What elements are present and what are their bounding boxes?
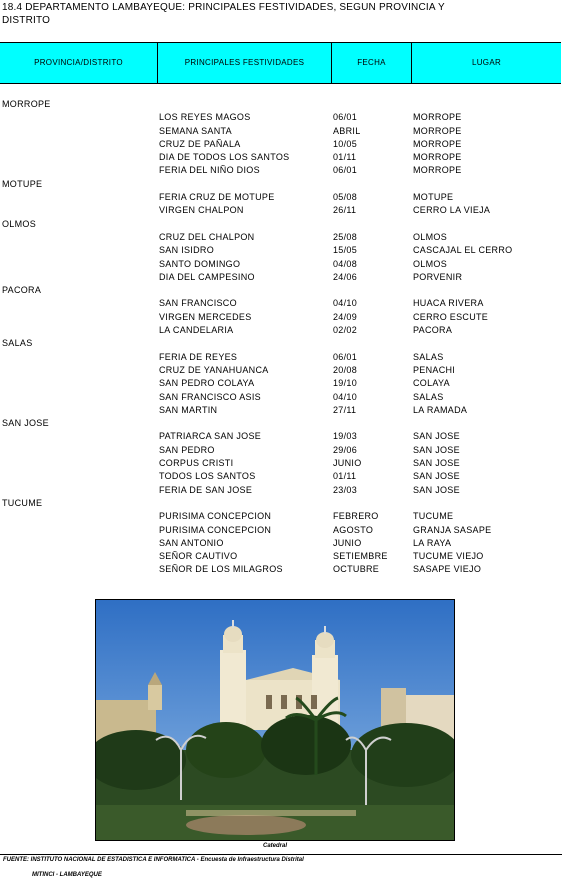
province-name: TUCUME	[2, 497, 43, 508]
festivity-date: 23/03	[333, 484, 358, 495]
festivity-place: SALAS	[413, 351, 444, 362]
festivity-name: SAN PEDRO COLAYA	[159, 378, 255, 389]
table-row	[0, 324, 562, 337]
festivity-place: CERRO ESCUTE	[413, 311, 489, 322]
province-row	[0, 284, 562, 297]
festivity-place: CASCAJAL EL CERRO	[413, 245, 513, 256]
festivity-date: 19/03	[333, 431, 358, 442]
footer-divider	[0, 854, 562, 855]
festivity-date: SETIEMBRE	[333, 551, 388, 562]
festivity-date: 20/08	[333, 364, 358, 375]
table-row	[0, 138, 562, 151]
festivity-date: 19/10	[333, 378, 358, 389]
festivity-place: PORVENIR	[413, 271, 463, 282]
province-name: SALAS	[2, 338, 33, 349]
table-row	[0, 111, 562, 124]
festivity-place: OLMOS	[413, 231, 448, 242]
festivity-name: PATRIARCA SAN JOSE	[159, 431, 262, 442]
festivity-name: PURISIMA CONCEPCION	[159, 511, 272, 522]
festivity-place: MORROPE	[413, 138, 462, 149]
festivity-date: 01/11	[333, 152, 357, 163]
festivity-name: CRUZ DE PAÑALA	[159, 138, 241, 149]
festivity-place: MORROPE	[413, 152, 462, 163]
festivity-name: CRUZ DEL CHALPON	[159, 231, 255, 242]
festivity-place: GRANJA SASAPE	[413, 524, 492, 535]
table-row	[0, 430, 562, 443]
festivity-date: 25/08	[333, 231, 358, 242]
festivity-name: FERIA CRUZ DE MOTUPE	[159, 192, 275, 203]
province-name: SAN JOSE	[2, 418, 49, 429]
header-fecha: FECHA	[331, 43, 411, 83]
header-lugar: LUGAR	[411, 43, 561, 83]
festivity-place: SAN JOSE	[413, 471, 460, 482]
festivity-place: HUACA RIVERA	[413, 298, 484, 309]
table-row	[0, 524, 562, 537]
festivity-name: FERIA DEL NIÑO DIOS	[159, 165, 260, 176]
festivity-place: CERRO LA VIEJA	[413, 205, 491, 216]
festivity-name: TODOS LOS SANTOS	[159, 471, 256, 482]
province-name: OLMOS	[2, 218, 37, 229]
festivity-date: 01/11	[333, 471, 357, 482]
festivity-date: 02/02	[333, 325, 358, 336]
festivity-date: 24/09	[333, 311, 358, 322]
header-provincia: PROVINCIA/DISTRITO	[34, 58, 123, 67]
table-row	[0, 151, 562, 164]
festivity-date: 27/11	[333, 404, 357, 415]
festivity-name: SEMANA SANTA	[159, 125, 232, 136]
province-row	[0, 497, 562, 510]
table-row	[0, 550, 562, 563]
table-header	[0, 42, 561, 84]
festivity-place: PENACHI	[413, 364, 456, 375]
festivity-name: CRUZ DE YANAHUANCA	[159, 364, 269, 375]
festivity-place: MORROPE	[413, 125, 462, 136]
table-row	[0, 125, 562, 138]
festivity-date: 05/08	[333, 192, 358, 203]
table-row	[0, 457, 562, 470]
table-row	[0, 537, 562, 550]
photo-caption: Catedral	[262, 843, 287, 849]
table-row	[0, 484, 562, 497]
table-row	[0, 244, 562, 257]
festivity-place: LA RAMADA	[413, 404, 468, 415]
festivity-place: LA RAYA	[413, 537, 452, 548]
festivity-name: FERIA DE SAN JOSE	[159, 484, 253, 495]
festivity-name: LA CANDELARIA	[159, 325, 234, 336]
festivity-name: VIRGEN CHALPON	[159, 205, 244, 216]
table-row	[0, 297, 562, 310]
festivity-place: SASAPE VIEJO	[413, 564, 482, 575]
festivity-place: TUCUME	[413, 511, 454, 522]
festivity-place: SAN JOSE	[413, 458, 460, 469]
festivity-place: TUCUME VIEJO	[413, 551, 484, 562]
table-row	[0, 563, 562, 576]
festivity-name: SEÑOR DE LOS MILAGROS	[159, 564, 283, 575]
festivity-name: DIA DEL CAMPESINO	[159, 271, 255, 282]
cathedral-image	[96, 600, 454, 840]
festivity-date: 06/01	[333, 351, 358, 362]
table-row	[0, 391, 562, 404]
table-row	[0, 470, 562, 483]
table-row	[0, 164, 562, 177]
page-title: 18.4 DEPARTAMENTO LAMBAYEQUE: PRINCIPALES FESTIVIDADES, SEGUN PROVINCIA Y DISTRITO	[2, 2, 445, 26]
festivity-name: SAN MARTIN	[159, 404, 218, 415]
festivity-place: PACORA	[413, 325, 453, 336]
header-festividades: PRINCIPALES FESTIVIDADES	[157, 43, 331, 83]
festivity-name: DIA DE TODOS LOS SANTOS	[159, 152, 290, 163]
festivity-date: 06/01	[333, 165, 358, 176]
table-body	[0, 98, 562, 577]
table-row	[0, 364, 562, 377]
festivity-date: JUNIO	[333, 537, 362, 548]
table-row	[0, 510, 562, 523]
festivity-date: 10/05	[333, 138, 358, 149]
festivity-place: OLMOS	[413, 258, 448, 269]
table-row	[0, 271, 562, 284]
festivity-name: FERIA DE REYES	[159, 351, 238, 362]
festivity-name: SAN ISIDRO	[159, 245, 215, 256]
festivity-name: SANTO DOMINGO	[159, 258, 241, 269]
festivity-date: ABRIL	[333, 125, 361, 136]
source-note: FUENTE: INSTITUTO NACIONAL DE ESTADISTICA E INFORMATICA - Encuesta de Infraestructura Distrital	[3, 857, 304, 863]
festivity-place: MORROPE	[413, 112, 462, 123]
festivity-place: SAN JOSE	[413, 431, 460, 442]
province-row	[0, 98, 562, 111]
festivity-name: SAN FRANCISCO ASIS	[159, 391, 261, 402]
festivity-date: OCTUBRE	[333, 564, 380, 575]
festivity-name: PURISIMA CONCEPCION	[159, 524, 272, 535]
province-name: MORROPE	[2, 99, 51, 109]
festivity-date: 06/01	[333, 112, 358, 123]
table-row	[0, 311, 562, 324]
province-row	[0, 337, 562, 350]
festivity-name: VIRGEN MERCEDES	[159, 311, 252, 322]
province-row	[0, 178, 562, 191]
festivity-date: 29/06	[333, 444, 358, 455]
festivity-date: 26/11	[333, 205, 357, 216]
table-row	[0, 191, 562, 204]
table-row	[0, 444, 562, 457]
table-row	[0, 204, 562, 217]
festivity-date: AGOSTO	[333, 524, 374, 535]
festivity-name: SEÑOR CAUTIVO	[159, 551, 238, 562]
festivity-date: 04/10	[333, 298, 358, 309]
province-name: MOTUPE	[2, 178, 43, 189]
table-row	[0, 377, 562, 390]
festivity-name: LOS REYES MAGOS	[159, 112, 251, 123]
festivity-date: JUNIO	[333, 458, 362, 469]
cathedral-photo	[95, 599, 455, 841]
province-row	[0, 218, 562, 231]
province-name: PACORA	[2, 285, 42, 296]
festivity-date: 04/08	[333, 258, 358, 269]
table-row	[0, 258, 562, 271]
festivity-place: SAN JOSE	[413, 484, 460, 495]
festivity-name: SAN FRANCISCO	[159, 298, 237, 309]
table-row	[0, 351, 562, 364]
festivity-date: 24/06	[333, 271, 358, 282]
source-note-2: MITINCI - LAMBAYEQUE	[32, 872, 102, 878]
festivity-place: COLAYA	[413, 378, 450, 389]
table-row	[0, 231, 562, 244]
festivity-name: SAN PEDRO	[159, 444, 215, 455]
festivity-name: CORPUS CRISTI	[159, 458, 234, 469]
festivity-place: SAN JOSE	[413, 444, 460, 455]
festivity-place: SALAS	[413, 391, 444, 402]
festivity-place: MOTUPE	[413, 192, 454, 203]
festivity-date: FEBRERO	[333, 511, 379, 522]
festivity-date: 15/05	[333, 245, 358, 256]
festivity-place: MORROPE	[413, 165, 462, 176]
festivity-date: 04/10	[333, 391, 358, 402]
festivity-name: SAN ANTONIO	[159, 537, 224, 548]
province-row	[0, 417, 562, 430]
table-row	[0, 404, 562, 417]
